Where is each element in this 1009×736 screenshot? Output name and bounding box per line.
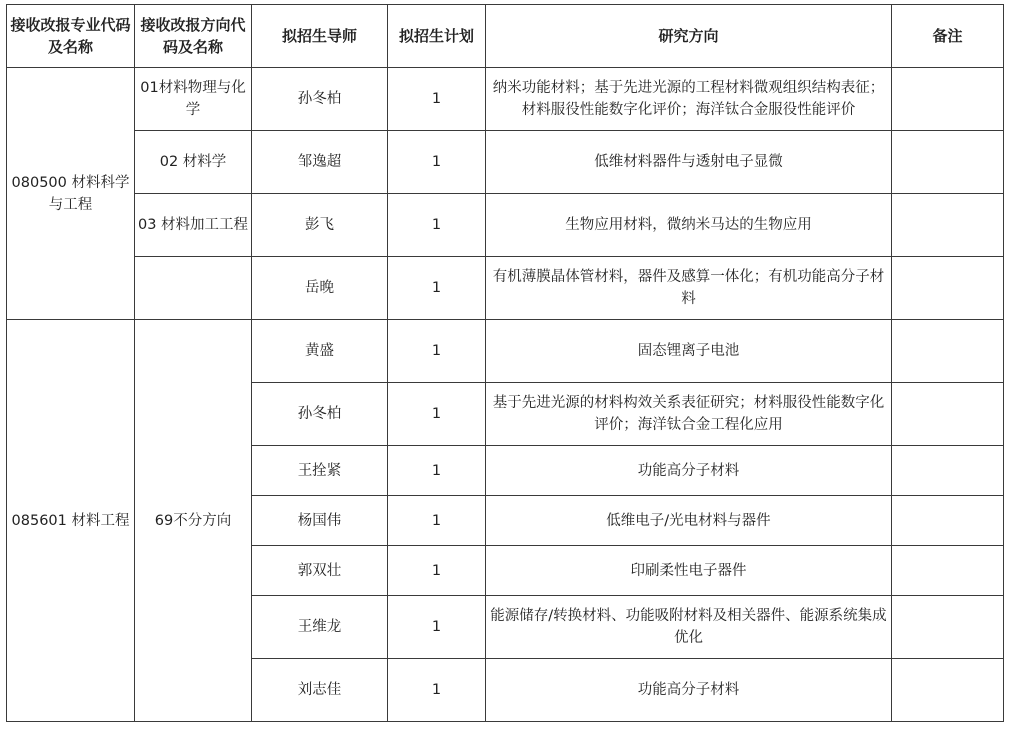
note-cell: [892, 659, 1004, 722]
plan-cell: 1: [388, 383, 486, 446]
advisor-cell: 黄盛: [252, 320, 388, 383]
header-advisor: 拟招生导师: [252, 5, 388, 68]
table-row: [7, 194, 1004, 257]
advisor-cell: 孙冬柏: [252, 383, 388, 446]
table-row: [7, 131, 1004, 194]
direction-cell: 01材料物理与化学: [135, 68, 252, 131]
note-cell: [892, 546, 1004, 596]
plan-cell: 1: [388, 68, 486, 131]
table-row: [7, 68, 1004, 131]
plan-cell: 1: [388, 131, 486, 194]
advisor-cell: 刘志佳: [252, 659, 388, 722]
note-cell: [892, 320, 1004, 383]
research-cell: 功能高分子材料: [486, 446, 892, 496]
major-cell: 085601 材料工程: [7, 320, 135, 722]
advisor-cell: 岳晚: [252, 257, 388, 320]
advisor-cell: 王拴紧: [252, 446, 388, 496]
note-cell: [892, 131, 1004, 194]
table-row: [7, 257, 1004, 320]
note-cell: [892, 68, 1004, 131]
note-cell: [892, 446, 1004, 496]
header-note: 备注: [892, 5, 1004, 68]
research-cell: 固态锂离子电池: [486, 320, 892, 383]
plan-cell: 1: [388, 446, 486, 496]
advisor-cell: 郭双壮: [252, 546, 388, 596]
direction-cell: 69不分方向: [135, 320, 252, 722]
header-direction: 接收改报方向代码及名称: [135, 5, 252, 68]
table-row: [7, 320, 1004, 383]
direction-cell: 02 材料学: [135, 131, 252, 194]
note-cell: [892, 496, 1004, 546]
direction-cell: [135, 257, 252, 320]
research-cell: 功能高分子材料: [486, 659, 892, 722]
research-cell: 低维材料器件与透射电子显微: [486, 131, 892, 194]
plan-cell: 1: [388, 596, 486, 659]
advisor-cell: 邹逸超: [252, 131, 388, 194]
plan-cell: 1: [388, 194, 486, 257]
research-cell: 基于先进光源的材料构效关系表征研究；材料服役性能数字化评价；海洋钛合金工程化应用: [486, 383, 892, 446]
research-cell: 有机薄膜晶体管材料，器件及感算一体化；有机功能高分子材料: [486, 257, 892, 320]
plan-cell: 1: [388, 257, 486, 320]
note-cell: [892, 194, 1004, 257]
research-cell: 生物应用材料，微纳米马达的生物应用: [486, 194, 892, 257]
research-cell: 低维电子/光电材料与器件: [486, 496, 892, 546]
advisor-cell: 王维龙: [252, 596, 388, 659]
note-cell: [892, 257, 1004, 320]
note-cell: [892, 383, 1004, 446]
research-cell: 能源储存/转换材料、功能吸附材料及相关器件、能源系统集成优化: [486, 596, 892, 659]
header-research: 研究方向: [486, 5, 892, 68]
plan-cell: 1: [388, 496, 486, 546]
major-cell: 080500 材料科学与工程: [7, 68, 135, 320]
header-major: 接收改报专业代码及名称: [7, 5, 135, 68]
plan-cell: 1: [388, 320, 486, 383]
advisor-cell: 彭飞: [252, 194, 388, 257]
enrollment-table: [6, 4, 1004, 722]
research-cell: 纳米功能材料；基于先进光源的工程材料微观组织结构表征；材料服役性能数字化评价；海洋钛合金服役性能评价: [486, 68, 892, 131]
advisor-cell: 孙冬柏: [252, 68, 388, 131]
note-cell: [892, 596, 1004, 659]
header-plan: 拟招生计划: [388, 5, 486, 68]
advisor-cell: 杨国伟: [252, 496, 388, 546]
plan-cell: 1: [388, 546, 486, 596]
research-cell: 印刷柔性电子器件: [486, 546, 892, 596]
plan-cell: 1: [388, 659, 486, 722]
direction-cell: 03 材料加工工程: [135, 194, 252, 257]
header-row: [7, 5, 1004, 68]
